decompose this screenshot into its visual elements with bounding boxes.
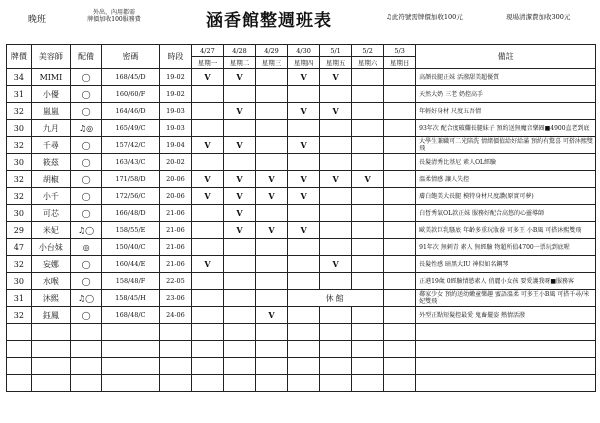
day-cell: V <box>288 171 320 188</box>
table-row <box>7 358 596 375</box>
time-cell: 21-06 <box>159 256 191 273</box>
page-title: 涵香館整週班表 <box>206 11 332 31</box>
price-cell <box>7 375 32 392</box>
col-header-date: 4/29 <box>256 45 288 57</box>
time-cell: 19-04 <box>159 137 191 154</box>
day-cell <box>320 120 352 137</box>
table-body <box>7 69 596 392</box>
tag-cell: ◎ <box>71 239 102 256</box>
remark-cell: 正港19歲 0經驗情慾素人 俏麗小女孩 要愛護我呀■服務客 <box>416 273 596 290</box>
day-cell <box>191 154 223 171</box>
code-cell <box>102 375 160 392</box>
time-cell: 22-05 <box>159 273 191 290</box>
table-row <box>7 222 596 239</box>
time-cell: 20-06 <box>159 188 191 205</box>
day-cell: V <box>320 103 352 120</box>
time-cell: 24-06 <box>159 307 191 324</box>
col-header-remark: 備註 <box>416 45 596 69</box>
day-cell <box>384 69 416 86</box>
code-cell: 168/45/D <box>102 69 160 86</box>
day-cell <box>352 273 384 290</box>
day-cell <box>256 290 288 307</box>
tag-cell <box>71 341 102 358</box>
day-cell <box>320 307 352 324</box>
day-cell <box>256 103 288 120</box>
table-row <box>7 86 596 103</box>
day-cell <box>384 239 416 256</box>
tag-cell: ♫◎ <box>71 120 102 137</box>
tag-cell: ◯ <box>71 307 102 324</box>
day-cell <box>191 103 223 120</box>
day-cell <box>191 341 223 358</box>
price-cell: 29 <box>7 222 32 239</box>
code-cell <box>102 358 160 375</box>
day-cell: V <box>191 171 223 188</box>
day-cell <box>320 358 352 375</box>
col-header-date: 4/28 <box>223 45 255 57</box>
remark-cell: 天然大奶 三老 奶控高手 <box>416 86 596 103</box>
table-row <box>7 290 596 307</box>
day-cell <box>288 341 320 358</box>
time-cell <box>159 324 191 341</box>
name-cell: 小千 <box>31 188 70 205</box>
day-cell <box>352 239 384 256</box>
day-cell <box>256 154 288 171</box>
table-row <box>7 171 596 188</box>
day-cell <box>288 205 320 222</box>
day-cell <box>223 256 255 273</box>
day-cell <box>223 375 255 392</box>
table-row <box>7 375 596 392</box>
remark-cell: 長髮性感 暗黑大IU 神似如名鋼琴 <box>416 256 596 273</box>
tag-cell: ◯ <box>71 273 102 290</box>
service-fee-note-line1: 外出、內用都需 <box>92 9 135 16</box>
name-cell: 小台妹 <box>31 239 70 256</box>
day-cell <box>223 120 255 137</box>
time-cell <box>159 375 191 392</box>
price-cell: 32 <box>7 256 32 273</box>
day-cell: V <box>256 222 288 239</box>
remark-cell: 歐美款巨乳騷底 年齡多重玩妝養 可多王 小B風 可搭沐熙雙飛 <box>416 222 596 239</box>
time-cell <box>159 341 191 358</box>
time-cell: 21-06 <box>159 205 191 222</box>
price-cell: 30 <box>7 273 32 290</box>
name-cell: 九月 <box>31 120 70 137</box>
col-header-weekday: 星期五 <box>320 57 352 69</box>
tag-cell: ◯ <box>71 154 102 171</box>
code-cell <box>102 341 160 358</box>
day-cell <box>384 103 416 120</box>
name-cell <box>31 324 70 341</box>
day-cell: V <box>191 137 223 154</box>
day-cell <box>352 154 384 171</box>
schedule-table <box>6 44 596 392</box>
code-cell: 160/60/F <box>102 86 160 103</box>
col-header-date: 5/3 <box>384 45 416 57</box>
day-cell <box>288 120 320 137</box>
table-row <box>7 188 596 205</box>
time-cell: 19-02 <box>159 86 191 103</box>
day-cell <box>223 290 255 307</box>
day-cell <box>320 341 352 358</box>
remark-cell <box>416 324 596 341</box>
day-cell <box>352 375 384 392</box>
day-cell: V <box>288 188 320 205</box>
day-cell <box>256 69 288 86</box>
day-cell <box>256 324 288 341</box>
tag-cell: ♫◯ <box>71 290 102 307</box>
day-cell <box>256 86 288 103</box>
table-row <box>7 103 596 120</box>
day-cell <box>288 273 320 290</box>
col-header-tag: 配備 <box>71 45 102 69</box>
day-cell <box>352 69 384 86</box>
table-row <box>7 273 596 290</box>
table-row <box>7 324 596 341</box>
cleaning-fee-note: 現場清潔費加收300元 <box>506 13 571 21</box>
day-cell: V <box>256 188 288 205</box>
col-header-weekday: 星期六 <box>352 57 384 69</box>
table-row <box>7 307 596 324</box>
code-cell: 158/55/E <box>102 222 160 239</box>
day-cell: V <box>223 69 255 86</box>
day-cell <box>384 222 416 239</box>
day-cell <box>256 256 288 273</box>
day-cell <box>191 290 223 307</box>
name-cell: 妄娜 <box>31 256 70 273</box>
table-row <box>7 69 596 86</box>
day-cell: V <box>191 256 223 273</box>
day-cell <box>320 188 352 205</box>
col-header-date: 4/30 <box>288 45 320 57</box>
col-header-price: 牌價 <box>7 45 32 69</box>
service-fee-note-line2: 牌價加收100服務費 <box>87 16 141 23</box>
code-cell <box>102 324 160 341</box>
day-cell <box>191 120 223 137</box>
day-cell <box>256 341 288 358</box>
day-cell: V <box>223 188 255 205</box>
price-cell: 32 <box>7 171 32 188</box>
day-cell <box>384 273 416 290</box>
time-cell <box>159 358 191 375</box>
day-cell <box>288 324 320 341</box>
day-cell <box>288 256 320 273</box>
time-cell: 23-06 <box>159 290 191 307</box>
day-cell: V <box>256 171 288 188</box>
day-cell <box>320 154 352 171</box>
day-cell <box>352 188 384 205</box>
price-cell: 34 <box>7 69 32 86</box>
day-cell <box>320 137 352 154</box>
remark-cell <box>416 375 596 392</box>
col-header-date: 5/1 <box>320 45 352 57</box>
day-cell <box>352 103 384 120</box>
col-header-time: 時段 <box>159 45 191 69</box>
name-cell: 千尋 <box>31 137 70 154</box>
day-cell <box>223 324 255 341</box>
day-cell <box>320 239 352 256</box>
name-cell: 水喉 <box>31 273 70 290</box>
day-cell <box>223 239 255 256</box>
name-cell: 米妃 <box>31 222 70 239</box>
price-cell: 30 <box>7 120 32 137</box>
col-header-weekday: 星期一 <box>191 57 223 69</box>
remark-cell: 外型正點短髮控最愛 鬼畜擺姿 熱情活潑 <box>416 307 596 324</box>
price-cell: 30 <box>7 205 32 222</box>
price-cell: 32 <box>7 137 32 154</box>
day-cell <box>352 222 384 239</box>
time-cell: 20-06 <box>159 171 191 188</box>
day-cell <box>384 137 416 154</box>
code-cell: 164/46/D <box>102 103 160 120</box>
day-cell <box>352 358 384 375</box>
day-cell: V <box>256 307 288 324</box>
remark-cell <box>416 358 596 375</box>
day-cell <box>384 290 416 307</box>
day-cell <box>191 273 223 290</box>
name-cell <box>31 375 70 392</box>
day-cell: V <box>288 69 320 86</box>
name-cell: MIMI <box>31 69 70 86</box>
tag-cell <box>71 358 102 375</box>
day-cell: V <box>223 137 255 154</box>
day-cell <box>288 307 320 324</box>
name-cell: 沐熙 <box>31 290 70 307</box>
day-cell <box>223 273 255 290</box>
day-cell <box>256 273 288 290</box>
day-cell <box>223 86 255 103</box>
day-cell <box>256 375 288 392</box>
day-cell <box>288 86 320 103</box>
tag-cell: ◯ <box>71 69 102 86</box>
table-row <box>7 137 596 154</box>
day-cell <box>256 137 288 154</box>
tag-cell: ◯ <box>71 188 102 205</box>
table-row <box>7 205 596 222</box>
day-cell <box>352 137 384 154</box>
day-cell <box>384 358 416 375</box>
day-cell <box>288 239 320 256</box>
time-cell: 19-02 <box>159 69 191 86</box>
day-cell <box>384 154 416 171</box>
day-cell: V <box>223 103 255 120</box>
day-cell <box>288 358 320 375</box>
day-cell: V <box>288 137 320 154</box>
price-cell: 31 <box>7 290 32 307</box>
price-cell: 32 <box>7 188 32 205</box>
col-header-weekday: 星期日 <box>384 57 416 69</box>
day-cell <box>191 307 223 324</box>
rest-cell: 休館 <box>288 290 384 307</box>
day-cell <box>384 188 416 205</box>
page-header <box>0 0 600 44</box>
day-cell: V <box>320 256 352 273</box>
service-fee-note <box>74 9 154 23</box>
day-cell: V <box>223 171 255 188</box>
day-cell <box>256 358 288 375</box>
day-cell <box>320 222 352 239</box>
name-cell: 小優 <box>31 86 70 103</box>
day-cell <box>352 307 384 324</box>
code-cell: 165/49/C <box>102 120 160 137</box>
day-cell <box>223 307 255 324</box>
price-cell: 30 <box>7 154 32 171</box>
tag-cell: ◯ <box>71 256 102 273</box>
day-cell <box>256 205 288 222</box>
time-cell: 21-06 <box>159 222 191 239</box>
tag-cell: ◯ <box>71 103 102 120</box>
table-row <box>7 256 596 273</box>
time-cell: 21-06 <box>159 239 191 256</box>
day-cell <box>384 307 416 324</box>
day-cell <box>384 205 416 222</box>
name-cell: 嵐嵐 <box>31 103 70 120</box>
day-cell <box>352 341 384 358</box>
code-cell: 171/58/D <box>102 171 160 188</box>
code-cell: 158/45/H <box>102 290 160 307</box>
col-header-code: 密碼 <box>102 45 160 69</box>
tag-cell: ◯ <box>71 86 102 103</box>
table-row <box>7 154 596 171</box>
day-cell: V <box>288 103 320 120</box>
day-cell <box>191 375 223 392</box>
code-cell: 163/43/C <box>102 154 160 171</box>
remark-cell: 高顏長腿正妹 活潑甜美超優質 <box>416 69 596 86</box>
day-cell: V <box>320 171 352 188</box>
day-cell <box>191 324 223 341</box>
name-cell: 筱茲 <box>31 154 70 171</box>
name-cell <box>31 358 70 375</box>
name-cell: 可芯 <box>31 205 70 222</box>
day-cell: V <box>352 171 384 188</box>
table-row <box>7 341 596 358</box>
remark-cell: 白皙秀氣OL款正妹 服務好配合高悠的心靈導師 <box>416 205 596 222</box>
remark-cell: 膚白飽美大長腿 模特身材尺度讚(原實可夢) <box>416 188 596 205</box>
day-cell <box>223 154 255 171</box>
day-cell <box>191 358 223 375</box>
day-cell <box>384 375 416 392</box>
col-header-date: 5/2 <box>352 45 384 57</box>
remark-cell: 鄰家少女 預約送幼嫩童樂趣 蜜語溫柔 可多王小B風 可搭千尋/米妃雙飛 <box>416 290 596 307</box>
day-cell <box>384 256 416 273</box>
code-cell: 158/48/F <box>102 273 160 290</box>
day-cell <box>384 324 416 341</box>
col-header-weekday: 星期三 <box>256 57 288 69</box>
price-cell: 47 <box>7 239 32 256</box>
tag-cell: ◯ <box>71 137 102 154</box>
day-cell <box>384 341 416 358</box>
time-cell: 19-03 <box>159 120 191 137</box>
col-header-name: 美容師 <box>31 45 70 69</box>
day-cell: V <box>191 188 223 205</box>
col-header-weekday: 星期二 <box>223 57 255 69</box>
tag-cell <box>71 324 102 341</box>
price-cell <box>7 324 32 341</box>
table-row <box>7 239 596 256</box>
table-header <box>7 45 596 69</box>
day-cell: V <box>320 69 352 86</box>
tag-cell: ◯ <box>71 205 102 222</box>
price-cell <box>7 341 32 358</box>
name-cell <box>31 341 70 358</box>
day-cell <box>256 239 288 256</box>
remark-cell <box>416 341 596 358</box>
col-header-date: 4/27 <box>191 45 223 57</box>
code-cell: 157/42/C <box>102 137 160 154</box>
remark-cell: 大學生兼職可二光陪洗 情緒價值給好給滿 預約有驚喜 可搭沐熙雙飛 <box>416 137 596 154</box>
day-cell <box>223 341 255 358</box>
remark-cell: 93年次 配合度破爛長腿妹子 預約送無魔音樂圈■4900直老到底 <box>416 120 596 137</box>
time-cell: 19-03 <box>159 103 191 120</box>
day-cell <box>384 86 416 103</box>
day-cell <box>320 86 352 103</box>
day-cell <box>352 324 384 341</box>
tag-cell: ◯ <box>71 171 102 188</box>
day-cell: V <box>223 222 255 239</box>
price-cell <box>7 358 32 375</box>
day-cell <box>191 239 223 256</box>
price-cell: 31 <box>7 86 32 103</box>
day-cell <box>191 86 223 103</box>
code-cell: 150/40/C <box>102 239 160 256</box>
day-cell <box>320 375 352 392</box>
day-cell <box>352 256 384 273</box>
code-cell: 168/48/C <box>102 307 160 324</box>
day-cell <box>352 205 384 222</box>
day-cell <box>384 171 416 188</box>
price-cell: 32 <box>7 103 32 120</box>
day-cell <box>320 205 352 222</box>
day-cell: V <box>191 69 223 86</box>
price-cell: 32 <box>7 307 32 324</box>
day-cell <box>320 273 352 290</box>
remark-cell: 91年次 無刺青 素人 無經驗 物超所值4700一票玩到底喔 <box>416 239 596 256</box>
day-cell <box>288 375 320 392</box>
day-cell: V <box>223 205 255 222</box>
code-cell: 160/44/E <box>102 256 160 273</box>
day-cell <box>191 222 223 239</box>
remark-cell: 年輕好身材 尺度五吾情 <box>416 103 596 120</box>
day-cell: V <box>288 222 320 239</box>
day-cell <box>256 120 288 137</box>
name-cell: 胡椒 <box>31 171 70 188</box>
code-cell: 166/48/D <box>102 205 160 222</box>
table-row <box>7 120 596 137</box>
tag-cell: ♫◯ <box>71 222 102 239</box>
day-cell <box>384 120 416 137</box>
day-cell <box>320 324 352 341</box>
shift-label: 晚班 <box>28 15 47 25</box>
remark-cell: 溫柔情感 讓人失控 <box>416 171 596 188</box>
day-cell <box>223 358 255 375</box>
name-cell: 鈺鳳 <box>31 307 70 324</box>
col-header-weekday: 星期四 <box>288 57 320 69</box>
remark-cell: 長髮清秀比基尼 素人OL經驗 <box>416 154 596 171</box>
day-cell <box>352 120 384 137</box>
time-cell: 20-02 <box>159 154 191 171</box>
day-cell <box>288 154 320 171</box>
symbol-fee-note: ♫此符號需牌價加收100元 <box>386 13 463 21</box>
day-cell <box>191 205 223 222</box>
tag-cell <box>71 375 102 392</box>
code-cell: 172/56/C <box>102 188 160 205</box>
day-cell <box>352 86 384 103</box>
